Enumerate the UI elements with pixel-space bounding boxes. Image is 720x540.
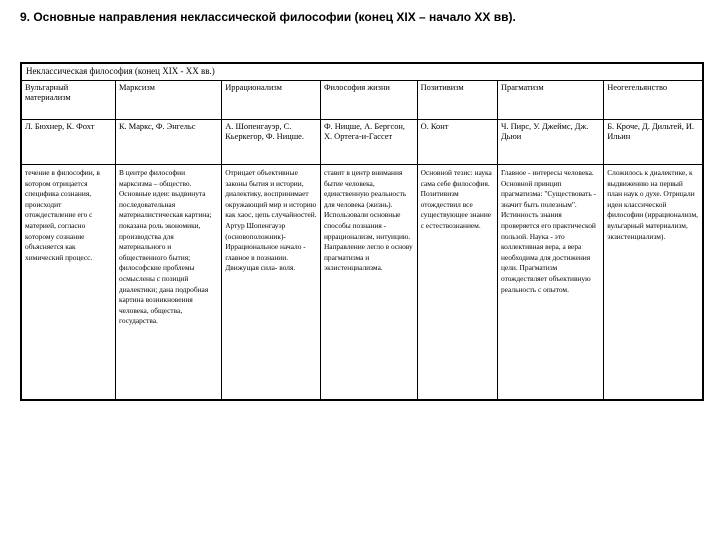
direction-description: ставит в центр внимания бытие человека, единственную реальность для человека (жизнь). Использовали основные способы познания - иррационализм, интуицию. Направление легло в основу прагматизма и экзистенциализма. <box>320 165 417 400</box>
table-header-row <box>22 64 703 81</box>
table-header: Неклассическая философия (конец XIX - XX вв.) <box>22 64 703 81</box>
direction-name: Иррационализм <box>222 81 321 120</box>
direction-name: Прагматизм <box>497 81 603 120</box>
direction-description: Сложилось к диалектике, к выдвижению на первый план наук о духе. Отрицали идеи классической философии (иррационализм, вульгарный материализм, экзистенциализм). <box>604 165 703 400</box>
direction-name: Позитивизм <box>417 81 497 120</box>
direction-description: Главное - интересы человека. Основной принцип прагматизма: "Существовать - значит быть полезным". Истинность знания проверяется его практической пользой. Наука - это коллективная вера, а вера необходима для достижения цели. Прагматизм отождествляет объективную реальность с опытом. <box>497 165 603 400</box>
direction-description: Основной тезис: наука сама себе философия. Позитивизм отождествил все существующее знание с естествознанием. <box>417 165 497 400</box>
direction-names-row <box>22 81 703 120</box>
representatives: Ч. Пирс, У. Джеймс, Дж. Дьюи <box>497 120 603 165</box>
direction-name: Неогегельянство <box>604 81 703 120</box>
representatives: А. Шопенгауэр, С. Кьеркегор, Ф. Ницше. <box>222 120 321 165</box>
direction-name: Марксизм <box>115 81 221 120</box>
direction-description: течение в философии, в котором отрицается специфика сознания, происходит отождествление его с материей, согласно которому сознание объясняется как химический процесс. <box>22 165 116 400</box>
direction-name: Философия жизни <box>320 81 417 120</box>
direction-description: В центре философии марксизма – общество. Основные идеи: выдвинута последовательная материалистическая картина; показана роль экономики, производства для материального и общественного бытия; философские проблемы осмыслены с позиций диалектики; дана подробная картина возникновения человека, общества, государства. <box>115 165 221 400</box>
descriptions-row <box>22 165 703 400</box>
representatives: Л. Бюхнер, К. Фохт <box>22 120 116 165</box>
representatives: О. Конт <box>417 120 497 165</box>
slide-title: 9. Основные направления неклассической философии (конец XIX – начало XX вв). <box>20 10 516 24</box>
direction-description: Отрицает объективные законы бытия и истории, диалектику, воспринимает окружающий мир и историю как хаос, цепь случайностей. Артур Шопенгауэр (основоположник)- Иррациональное начало - главное в познании. Движущая сила- воля. <box>222 165 321 400</box>
philosophy-table <box>20 62 704 401</box>
representatives: Ф. Ницше, А. Бергсон, Х. Ортега-и-Гассет <box>320 120 417 165</box>
representatives: Б. Кроче, Д. Дильтей, И. Ильин <box>604 120 703 165</box>
direction-name: Вульгарный материализм <box>22 81 116 120</box>
representatives: К. Маркс, Ф. Энгельс <box>115 120 221 165</box>
representatives-row <box>22 120 703 165</box>
